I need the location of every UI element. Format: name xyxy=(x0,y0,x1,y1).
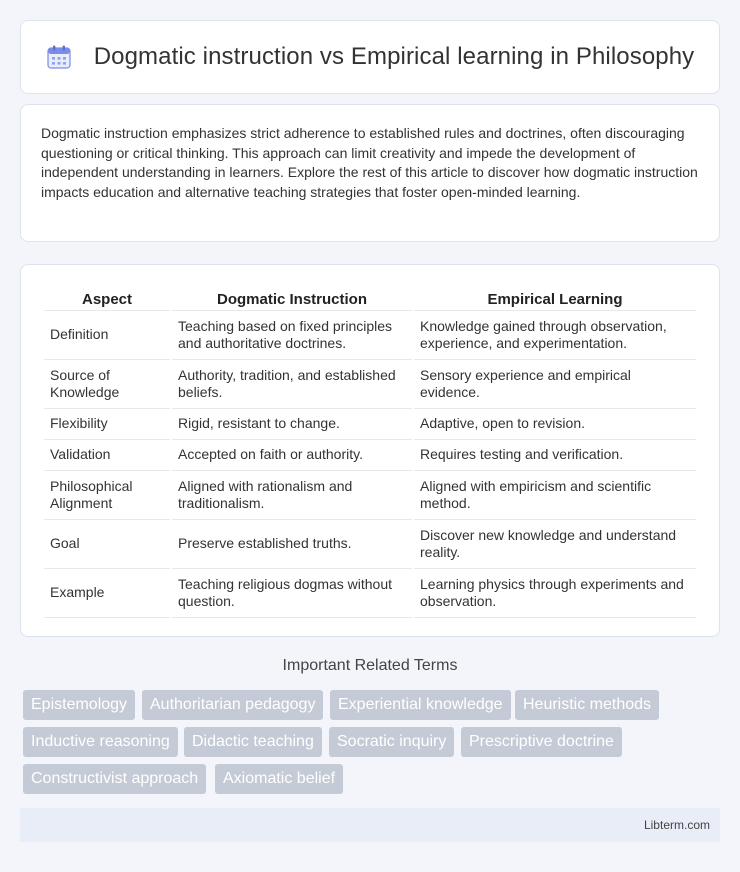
row-aspect: Flexibility xyxy=(44,409,170,440)
row-dogmatic: Aligned with rationalism and traditionalism. xyxy=(172,471,412,520)
comparison-table xyxy=(42,285,698,618)
term-tag[interactable]: Experiential knowledge xyxy=(330,690,511,720)
comparison-card xyxy=(20,264,720,637)
term-tag[interactable]: Inductive reasoning xyxy=(23,727,178,757)
row-empirical: Discover new knowledge and understand reality. xyxy=(414,520,696,569)
term-tag[interactable]: Prescriptive doctrine xyxy=(461,727,622,757)
term-tag[interactable]: Socratic inquiry xyxy=(329,727,454,757)
term-tag[interactable]: Didactic teaching xyxy=(184,727,322,757)
row-dogmatic: Authority, tradition, and established beliefs. xyxy=(172,360,412,409)
row-dogmatic: Teaching religious dogmas without question. xyxy=(172,569,412,618)
term-tag[interactable]: Authoritarian pedagogy xyxy=(142,690,323,720)
row-aspect: Validation xyxy=(44,440,170,471)
table-row xyxy=(44,360,696,409)
table-row xyxy=(44,440,696,471)
footer-site-link[interactable]: Libterm.com xyxy=(643,818,710,832)
related-terms-title: Important Related Terms xyxy=(282,657,458,674)
intro-paragraph: Dogmatic instruction emphasizes strict adherence to established rules and doctrines, often discouraging questioning or critical thinking. This approach can limit creativity and impede the development of independent understanding in learners. Explore the rest of this article to discover how dogmatic instruction impacts education and alternative teaching strategies that foster open-minded learning. xyxy=(41,125,698,200)
column-header-empirical: Empirical Learning xyxy=(414,285,696,311)
page-title: Dogmatic instruction vs Empirical learning in Philosophy xyxy=(93,43,695,70)
term-tag[interactable]: Axiomatic belief xyxy=(215,764,343,794)
row-empirical: Learning physics through experiments and observation. xyxy=(414,569,696,618)
table-row xyxy=(44,311,696,360)
table-row xyxy=(44,569,696,618)
table-row xyxy=(44,520,696,569)
table-row xyxy=(44,471,696,520)
row-empirical: Requires testing and verification. xyxy=(414,440,696,471)
row-empirical: Sensory experience and empirical evidence. xyxy=(414,360,696,409)
row-dogmatic: Preserve established truths. xyxy=(172,520,412,569)
row-aspect: Definition xyxy=(44,311,170,360)
table-row xyxy=(44,409,696,440)
footer xyxy=(20,808,720,842)
row-empirical: Knowledge gained through observation, experience, and experimentation. xyxy=(414,311,696,360)
table-header-row xyxy=(44,285,696,311)
term-tag[interactable]: Constructivist approach xyxy=(23,764,206,794)
row-empirical: Aligned with empiricism and scientific method. xyxy=(414,471,696,520)
row-aspect: Philosophical Alignment xyxy=(44,471,170,520)
row-aspect: Goal xyxy=(44,520,170,569)
column-header-aspect: Aspect xyxy=(44,285,170,311)
row-dogmatic: Teaching based on fixed principles and authoritative doctrines. xyxy=(172,311,412,360)
column-header-dogmatic: Dogmatic Instruction xyxy=(172,285,412,311)
term-tag[interactable]: Epistemology xyxy=(23,690,135,720)
row-aspect: Example xyxy=(44,569,170,618)
term-tag[interactable]: Heuristic methods xyxy=(515,690,659,720)
row-empirical: Adaptive, open to revision. xyxy=(414,409,696,440)
calendar-icon xyxy=(46,44,72,70)
row-dogmatic: Rigid, resistant to change. xyxy=(172,409,412,440)
row-aspect: Source of Knowledge xyxy=(44,360,170,409)
header-card xyxy=(20,20,720,94)
intro-card xyxy=(20,104,720,242)
row-dogmatic: Accepted on faith or authority. xyxy=(172,440,412,471)
